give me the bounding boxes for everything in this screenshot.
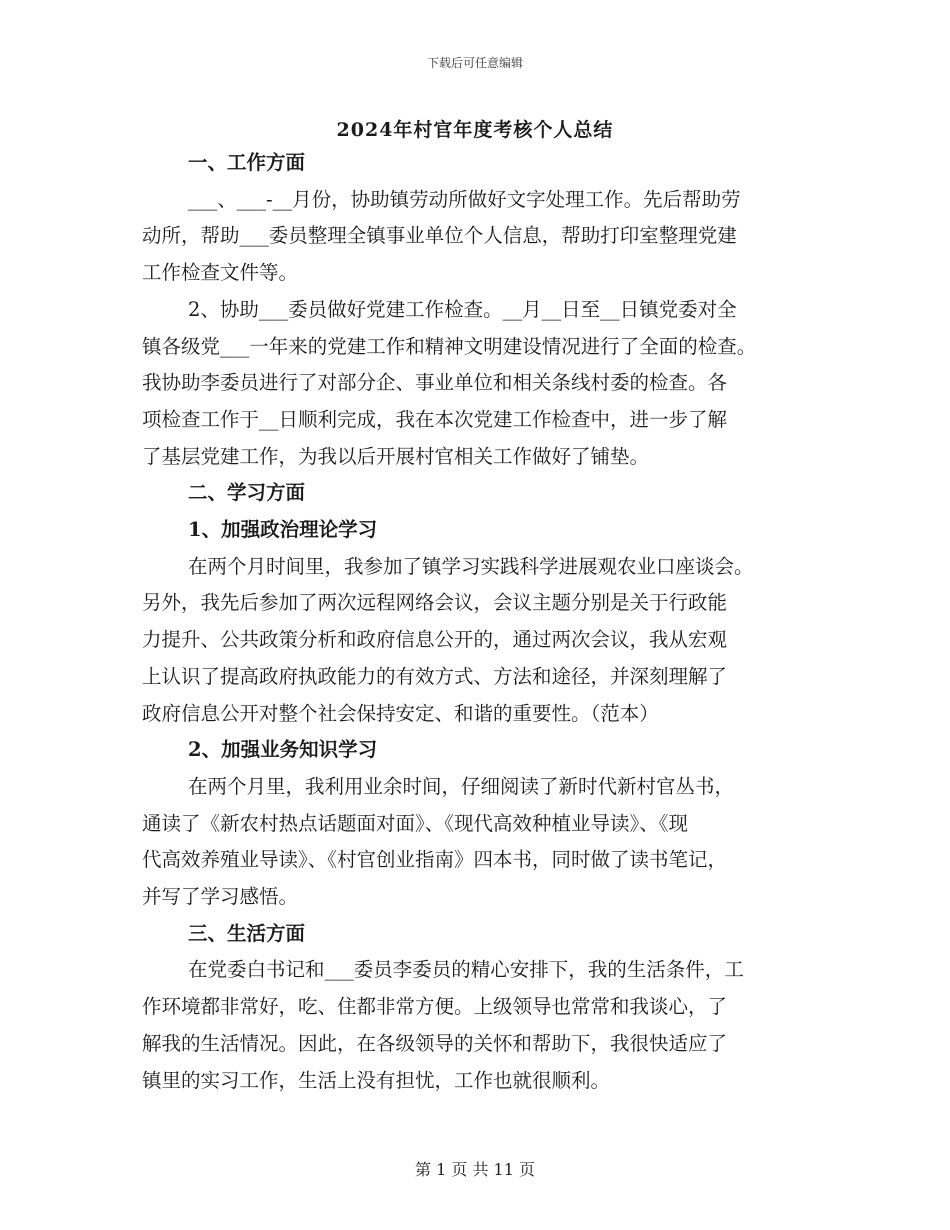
paragraph-first-line: 在两个月里，我利用业余时间，仔细阅读了新时代新村官丛书， <box>188 774 735 798</box>
paragraph-line: 了基层党建工作，为我以后开展村官相关工作做好了铺垫。 <box>142 444 650 468</box>
paragraph-line: 力提升、公共政策分析和政府信息公开的，通过两次会议，我从宏观 <box>142 628 728 652</box>
paragraph-line: 上认识了提高政府执政能力的有效方式、方法和途径，并深刻理解了 <box>142 664 728 688</box>
paragraph-line: 通读了《新农村热点话题面对面》、《现代高效种植业导读》、《现 <box>142 811 689 835</box>
paragraph-line: 解我的生活情况。因此，在各级领导的关怀和帮助下，我很快适应了 <box>142 1031 728 1055</box>
section-heading: 1、加强政治理论学习 <box>188 518 378 542</box>
document-body <box>142 145 814 1099</box>
paragraph-line: 项检查工作于__日顺利完成，我在本次党建工作检查中，进一步了解 <box>142 407 728 431</box>
paragraph-first-line: 在两个月时间里，我参加了镇学习实践科学进展观农业口座谈会。 <box>188 554 754 578</box>
header-note: 下载后可任意编辑 <box>426 56 523 70</box>
page-number: 第 1 页 共 11 页 <box>415 1160 535 1179</box>
paragraph-line: 镇各级党___一年来的党建工作和精神文明建设情况进行了全面的检查。 <box>142 334 757 358</box>
paragraph-first-line: ___、___-__月份，协助镇劳动所做好文字处理工作。先后帮助劳 <box>188 187 741 211</box>
section-heading: 一、工作方面 <box>188 151 306 174</box>
section-heading: 二、学习方面 <box>188 481 306 505</box>
paragraph-line: 另外，我先后参加了两次远程网络会议，会议主题分别是关于行政能 <box>142 591 728 615</box>
document-title: 2024年村官年度考核个人总结 <box>336 119 614 141</box>
paragraph-line: 镇里的实习工作，生活上没有担忧，工作也就很顺利。 <box>142 1068 611 1092</box>
section-heading: 2、加强业务知识学习 <box>188 738 378 762</box>
paragraph-line: 工作检查文件等。 <box>142 261 299 285</box>
paragraph-first-line: 在党委白书记和___委员李委员的精心安排下，我的生活条件，工 <box>188 958 744 982</box>
section-heading: 三、生活方面 <box>188 921 306 945</box>
paragraph-line: 代高效养殖业导读》、《村官创业指南》四本书，同时做了读书笔记， <box>142 848 728 872</box>
paragraph-line: 作环境都非常好，吃、住都非常方便。上级领导也常常和我谈心，了 <box>142 995 728 1019</box>
paragraph-line: 政府信息公开对整个社会保持安定、和谐的重要性。（范本） <box>142 701 659 725</box>
paragraph-first-line: 2、协助___委员做好党建工作检查。__月__日至__日镇党委对全 <box>188 297 737 321</box>
paragraph-line: 我协助李委员进行了对部分企、事业单位和相关条线村委的检查。各 <box>142 371 728 395</box>
paragraph-line: 并写了学习感悟。 <box>142 885 299 909</box>
paragraph-line: 动所，帮助___委员整理全镇事业单位个人信息，帮助打印室整理党建 <box>142 224 737 248</box>
